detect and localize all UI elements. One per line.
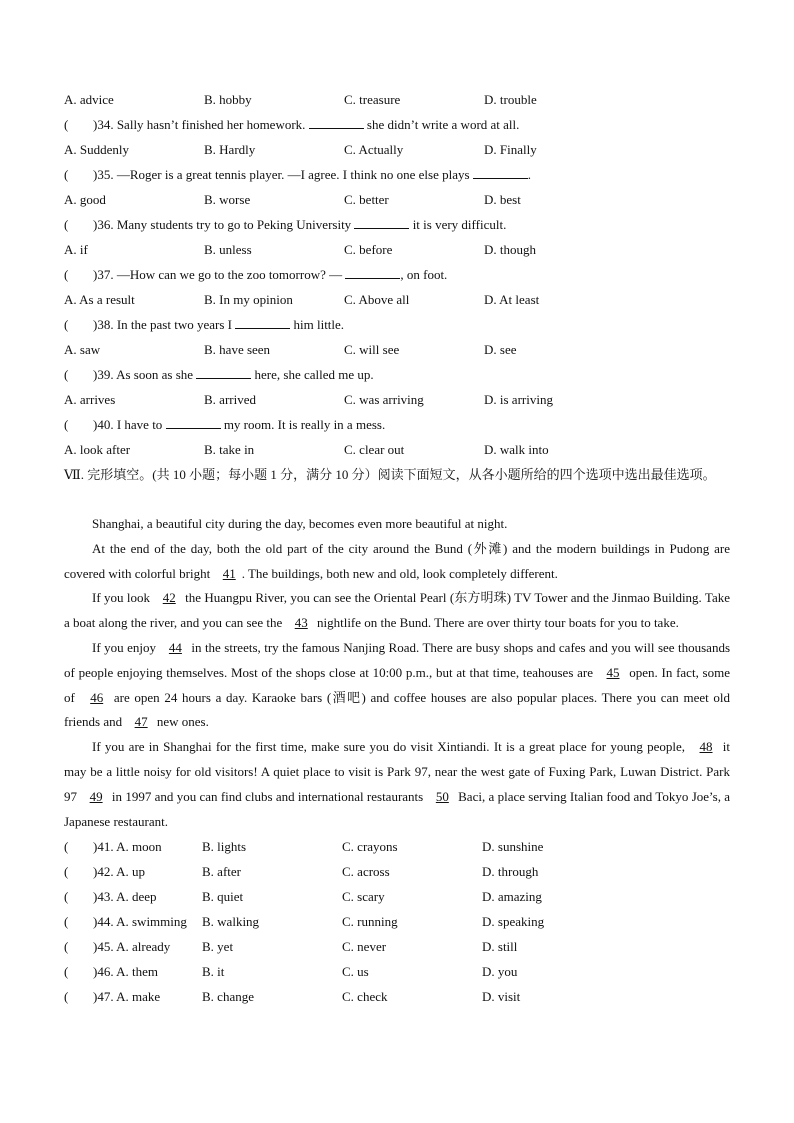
worksheet-page: [64, 87, 730, 1009]
option-d: D. amazing: [482, 889, 542, 905]
cloze-blank-43[interactable]: 43: [294, 615, 308, 631]
answer-paren[interactable]: (: [64, 864, 69, 880]
paragraph-text: are open 24 hours a day. Karaoke bars (酒吧) and coffee houses are also popular places. There you can meet old friends and: [64, 689, 730, 730]
option-a: A. arrives: [64, 392, 116, 407]
option-c: C. never: [342, 939, 387, 955]
answer-blank[interactable]: [345, 262, 400, 279]
question-text-after: here, she called me up.: [254, 367, 374, 382]
paragraph-4: [64, 636, 730, 735]
question-36: [64, 212, 730, 237]
answer-blank[interactable]: [166, 412, 221, 429]
cloze-blank-45[interactable]: 45: [606, 664, 620, 680]
answer-blank[interactable]: [196, 362, 251, 379]
option-d: D. Finally: [484, 142, 537, 157]
option-a: )45. A. already: [93, 939, 171, 955]
cloze-question-43: [64, 884, 730, 909]
option-b: B. hobby: [204, 92, 252, 107]
question-text: )35. —Roger is a great tennis player. —I agree. I think no one else plays: [93, 167, 470, 182]
option-d: D. sunshine: [482, 839, 544, 855]
answer-paren[interactable]: (: [64, 839, 69, 855]
paragraph-1: [64, 512, 730, 537]
option-d: D. speaking: [482, 914, 545, 930]
cloze-question-47: [64, 984, 730, 1009]
option-a: A. good: [64, 192, 106, 207]
option-d: D. is arriving: [484, 392, 553, 407]
option-d: D. visit: [482, 989, 521, 1005]
cloze-blank-49[interactable]: 49: [89, 788, 103, 804]
cloze-question-45: [64, 934, 730, 959]
paragraph-text: new ones.: [156, 714, 209, 730]
option-a: )43. A. deep: [93, 889, 157, 905]
cloze-blank-41[interactable]: 41: [222, 565, 236, 581]
option-a: A. if: [64, 242, 88, 257]
option-c: C. across: [342, 864, 390, 880]
option-d: D. walk into: [484, 442, 549, 457]
option-d: D. see: [484, 342, 517, 357]
option-b: B. yet: [202, 939, 234, 955]
option-c: C. treasure: [344, 92, 401, 107]
option-a: A. advice: [64, 92, 114, 107]
option-a: )42. A. up: [93, 864, 145, 880]
paragraph-text: it may be a little noisy for old visitors! A quiet place to visit is Park 97, near the west gate of Fuxing Park, Luwan District. Park 97: [64, 739, 731, 804]
answer-paren[interactable]: (: [64, 117, 69, 132]
cloze-question-41: [64, 834, 730, 859]
option-a: A. saw: [64, 342, 101, 357]
option-b: B. it: [202, 964, 225, 980]
answer-paren[interactable]: (: [64, 367, 69, 382]
option-c: C. scary: [342, 889, 385, 905]
cloze-question-46: [64, 959, 730, 984]
option-a: A. As a result: [64, 292, 135, 307]
option-b: B. arrived: [204, 392, 256, 407]
question-text-after: she didn’t write a word at all.: [366, 117, 520, 132]
question-text: )39. As soon as she: [93, 367, 194, 382]
paragraph-text: in 1997 and you can find clubs and international restaurants: [111, 788, 424, 804]
q40-options: [64, 437, 730, 462]
paragraph-text: open. In fact, some of: [64, 664, 731, 705]
answer-paren[interactable]: (: [64, 939, 69, 955]
option-c: C. us: [342, 964, 369, 980]
answer-paren[interactable]: (: [64, 889, 69, 905]
option-a: A. Suddenly: [64, 142, 129, 157]
question-39: [64, 362, 730, 387]
question-text-after: him little.: [293, 317, 345, 332]
option-a: A. look after: [64, 442, 131, 457]
q35-options: [64, 187, 730, 212]
paragraph-text: Shanghai, a beautiful city during the day, becomes even more beautiful at night.: [92, 516, 508, 531]
paragraph-2: [64, 537, 730, 587]
question-text-after: it is very difficult.: [412, 217, 507, 232]
paragraph-text: If you enjoy: [92, 639, 156, 655]
question-text-after: my room. It is really in a mess.: [223, 417, 386, 432]
q39-options: [64, 387, 730, 412]
paragraph-text: in the streets, try the famous Nanjing Road. There are busy shops and cafes and you will see thousands of people enjoying themselves. Most of the shops close at 10:00 p.m., but at that time, teahouses are: [64, 639, 731, 680]
option-d: D. through: [482, 864, 539, 880]
option-c: C. better: [344, 192, 389, 207]
paragraph-text: If you look: [92, 590, 150, 606]
paragraph-text: the Huangpu River, you can see the Oriental Pearl (东方明珠) TV Tower and the Jinmao Building. Take a boat along the river, and you can see the: [64, 590, 731, 631]
option-d: D. At least: [484, 292, 540, 307]
paragraph-text: . The buildings, both new and old, look completely different.: [241, 565, 558, 581]
answer-blank[interactable]: [309, 112, 364, 129]
answer-paren[interactable]: (: [64, 417, 69, 432]
answer-paren[interactable]: (: [64, 317, 69, 332]
q37-options: [64, 287, 730, 312]
question-38: [64, 312, 730, 337]
question-text: )34. Sally hasn’t finished her homework.: [93, 117, 306, 132]
option-c: C. was arriving: [344, 392, 424, 407]
option-d: D. though: [484, 242, 536, 257]
question-text: )40. I have to: [93, 417, 163, 432]
option-c: C. check: [342, 989, 388, 1005]
answer-paren[interactable]: (: [64, 217, 69, 232]
option-b: B. Hardly: [204, 142, 256, 157]
cloze-blank-47[interactable]: 47: [134, 714, 148, 730]
paragraph-text: At the end of the day, both the old part of the city around the Bund (外滩) and the modern buildings in Pudong are covered with colorful bright: [64, 540, 730, 581]
cloze-blank-42[interactable]: 42: [162, 590, 176, 606]
question-35: [64, 162, 730, 187]
question-text-after: .: [527, 167, 532, 182]
cloze-blank-50[interactable]: 50: [435, 788, 449, 804]
q33-options: [64, 87, 730, 112]
option-a: )46. A. them: [93, 964, 158, 980]
option-b: B. after: [202, 864, 241, 880]
option-b: B. take in: [204, 442, 255, 457]
answer-blank[interactable]: [354, 212, 409, 229]
question-text: )37. —How can we go to the zoo tomorrow? —: [93, 267, 343, 282]
option-a: )44. A. swimming: [93, 914, 187, 930]
q36-options: [64, 237, 730, 262]
cloze-blank-46[interactable]: 46: [90, 689, 104, 705]
option-c: C. will see: [344, 342, 400, 357]
paragraph-text: If you are in Shanghai for the first time, make sure you do visit Xintiandi. It is a great place for young people,: [92, 739, 685, 755]
answer-blank[interactable]: [473, 162, 528, 179]
option-c: C. Actually: [344, 142, 404, 157]
option-d: D. still: [482, 939, 518, 955]
question-text: )38. In the past two years I: [93, 317, 232, 332]
option-b: B. In my opinion: [204, 292, 293, 307]
option-b: B. quiet: [202, 889, 244, 905]
cloze-blank-44[interactable]: 44: [168, 639, 182, 655]
q38-options: [64, 337, 730, 362]
section-title: Ⅶ. 完形填空。(共 10 小题；每小题 1 分，满分 10 分）阅读下面短文，从各小题所给的四个选项中选出最佳选项。: [64, 467, 716, 482]
cloze-question-42: [64, 859, 730, 884]
question-37: [64, 262, 730, 287]
option-c: C. clear out: [344, 442, 405, 457]
option-c: C. crayons: [342, 839, 398, 855]
option-a: )47. A. make: [93, 989, 161, 1005]
answer-paren[interactable]: (: [64, 964, 69, 980]
cloze-passage: [64, 512, 730, 834]
paragraph-5: [64, 735, 730, 834]
option-b: B. walking: [202, 914, 260, 930]
question-text-after: , on foot.: [400, 267, 448, 282]
option-b: B. have seen: [204, 342, 271, 357]
option-c: C. before: [344, 242, 393, 257]
option-d: D. you: [482, 964, 518, 980]
option-b: B. change: [202, 989, 254, 1005]
answer-paren[interactable]: (: [64, 914, 69, 930]
question-34: [64, 112, 730, 137]
question-text: )36. Many students try to go to Peking University: [93, 217, 352, 232]
answer-paren[interactable]: (: [64, 267, 69, 282]
paragraph-text: Baci, a place serving Italian food and Tokyo Joe’s, a Japanese restaurant.: [64, 788, 731, 829]
answer-paren[interactable]: (: [64, 167, 69, 182]
cloze-question-44: [64, 909, 730, 934]
option-d: D. trouble: [484, 92, 537, 107]
question-40: [64, 412, 730, 437]
paragraph-text: nightlife on the Bund. There are over thirty tour boats for you to take.: [316, 615, 679, 631]
option-b: B. lights: [202, 839, 247, 855]
option-a: )41. A. moon: [93, 839, 162, 855]
option-b: B. unless: [204, 242, 252, 257]
option-d: D. best: [484, 192, 521, 207]
q34-options: [64, 137, 730, 162]
option-c: C. Above all: [344, 292, 410, 307]
cloze-blank-48[interactable]: 48: [699, 739, 713, 755]
option-c: C. running: [342, 914, 398, 930]
answer-blank[interactable]: [235, 312, 290, 329]
answer-paren[interactable]: (: [64, 989, 69, 1005]
option-b: B. worse: [204, 192, 251, 207]
paragraph-3: [64, 586, 730, 636]
